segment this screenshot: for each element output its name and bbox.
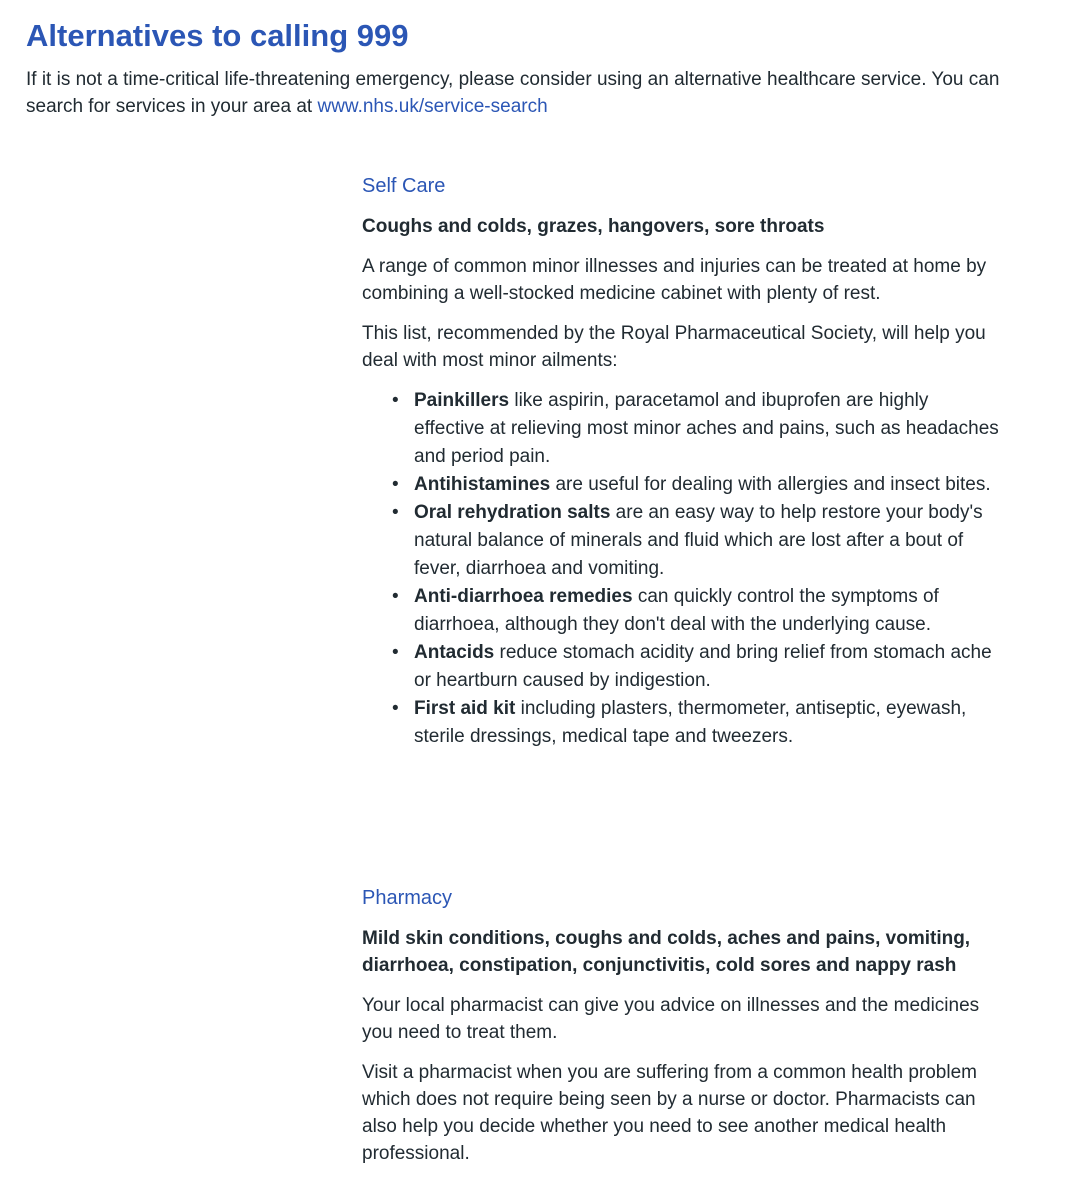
list-item-term: Oral rehydration salts xyxy=(414,502,611,523)
ailments-list xyxy=(362,387,1002,751)
self-care-section xyxy=(362,172,1002,751)
list-item-text: are an easy way to help restore your body's natural balance of minerals and fluid which are lost after a bout of fever, diarrhoea and vomiting. xyxy=(414,502,983,579)
list-item-text: reduce stomach acidity and bring relief from stomach ache or heartburn caused by indigestion. xyxy=(414,642,992,691)
self-care-title: Self Care xyxy=(362,175,446,197)
list-item xyxy=(392,387,1002,471)
intro-paragraph xyxy=(26,66,1026,120)
list-item xyxy=(392,639,1002,695)
pharmacy-paragraph-2: Visit a pharmacist when you are suffering from a common health problem which does not require being seen by a nurse or doctor. Pharmacists can also help you decide whether you need to see another medical health professional. xyxy=(362,1062,977,1164)
list-item xyxy=(392,471,1002,499)
bullet-icon: • xyxy=(392,586,399,607)
list-item-term: Antihistamines xyxy=(414,474,551,495)
bullet-icon: • xyxy=(392,698,399,719)
list-item xyxy=(392,695,1002,751)
self-care-paragraph-2: This list, recommended by the Royal Pharmaceutical Society, will help you deal with most minor ailments: xyxy=(362,323,986,371)
pharmacy-title: Pharmacy xyxy=(362,887,453,909)
list-item xyxy=(392,583,1002,639)
service-search-link[interactable]: www.nhs.uk/service-search xyxy=(317,96,548,117)
pharmacy-subtitle: Mild skin conditions, coughs and colds, aches and pains, vomiting, diarrhoea, constipation, conjunctivitis, cold sores and nappy rash xyxy=(362,928,971,976)
bullet-icon: • xyxy=(392,390,399,411)
list-item-text: like aspirin, paracetamol and ibuprofen are highly effective at relieving most minor aches and pains, such as headaches and period pain. xyxy=(414,390,999,467)
list-item-term: First aid kit xyxy=(414,698,516,719)
list-item-term: Anti-diarrhoea remedies xyxy=(414,586,633,607)
list-item-term: Antacids xyxy=(414,642,495,663)
list-item-text: can quickly control the symptoms of diarrhoea, although they don't deal with the underlying cause. xyxy=(414,586,939,635)
self-care-paragraph-1: A range of common minor illnesses and injuries can be treated at home by combining a well-stocked medicine cabinet with plenty of rest. xyxy=(362,256,987,304)
page-title: Alternatives to calling 999 xyxy=(26,18,409,53)
list-item xyxy=(392,499,1002,583)
list-item-text: including plasters, thermometer, antiseptic, eyewash, sterile dressings, medical tape and tweezers. xyxy=(414,698,967,747)
bullet-icon: • xyxy=(392,642,399,663)
intro-text: If it is not a time-critical life-threatening emergency, please consider using an alternative healthcare service. You can search for services in your area at xyxy=(26,69,1000,117)
bullet-icon: • xyxy=(392,474,399,495)
pharmacy-section xyxy=(362,884,1002,1167)
bullet-icon: • xyxy=(392,502,399,523)
self-care-subtitle: Coughs and colds, grazes, hangovers, sore throats xyxy=(362,216,825,237)
list-item-text: are useful for dealing with allergies and insect bites. xyxy=(550,474,991,495)
pharmacy-paragraph-1: Your local pharmacist can give you advice on illnesses and the medicines you need to treat them. xyxy=(362,995,980,1043)
list-item-term: Painkillers xyxy=(414,390,510,411)
